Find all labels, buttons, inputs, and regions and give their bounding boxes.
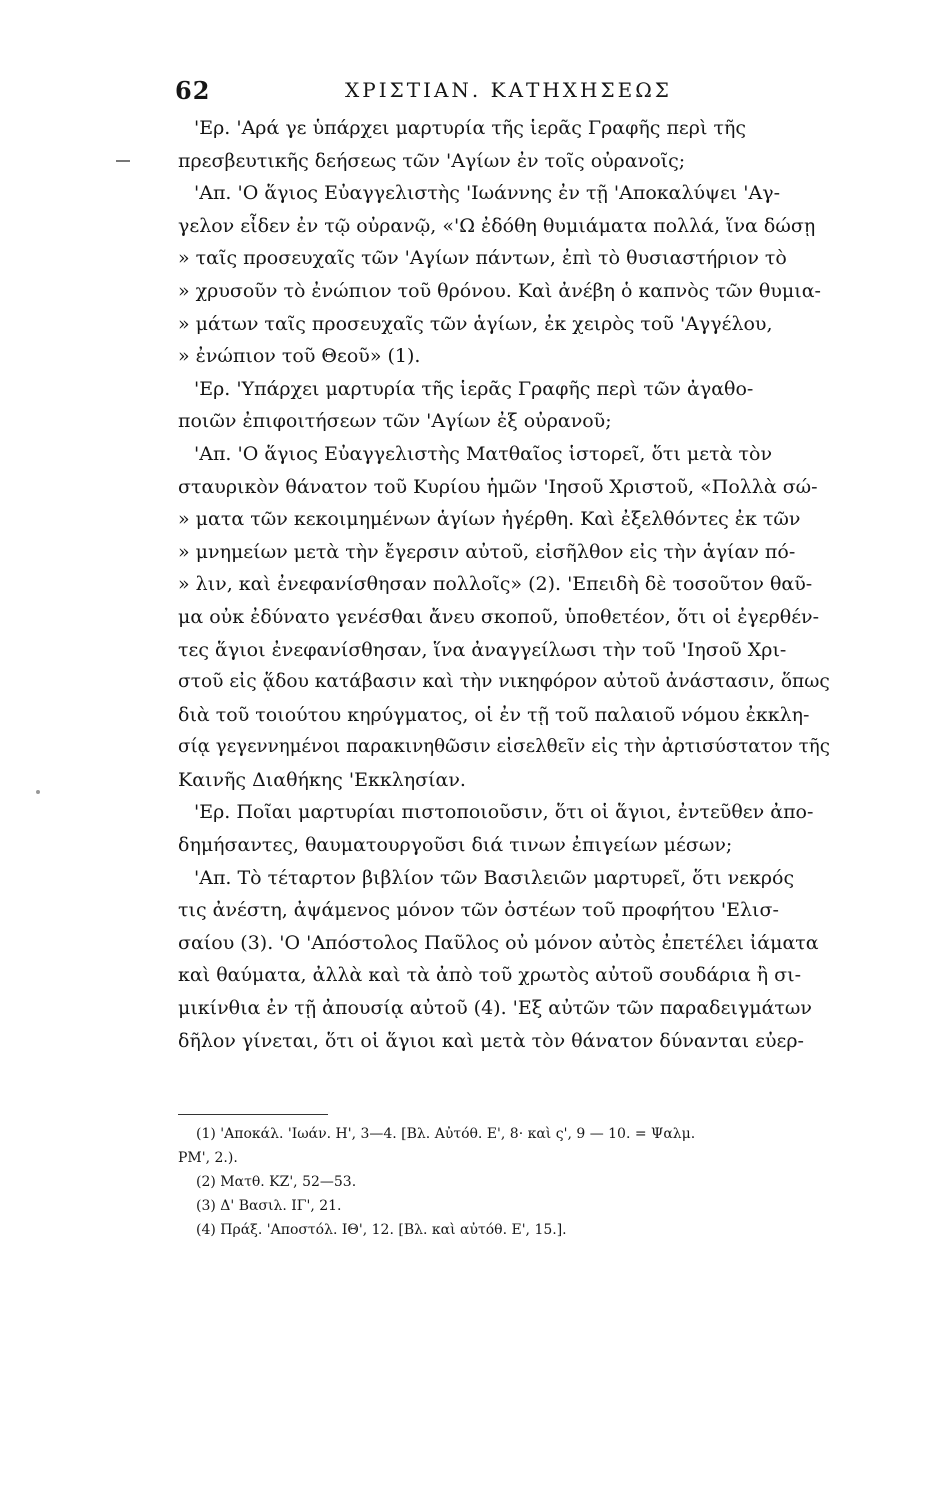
- body-text: [178, 112, 830, 1057]
- text-line: ποιῶν ἐπιφοιτήσεων τῶν 'Αγίων ἐξ οὐρανοῦ;: [178, 410, 612, 433]
- text-line: πρεσβευτικῆς δεήσεως τῶν 'Αγίων ἐν τοῖς οὐρανοῖς;: [178, 149, 686, 172]
- text-line: 'Ερ. 'Υπάρχει μαρτυρία τῆς ἱερᾶς Γραφῆς περὶ τῶν ἀγαθο-: [194, 377, 754, 400]
- text-line: σίᾳ γεγεννημένοι παρακινηθῶσιν εἰσελθεῖν εἰς τὴν ἀρτισύστατον τῆς: [178, 736, 830, 758]
- text-line: » μάτων ταῖς προσευχαῖς τῶν ἁγίων, ἐκ χειρὸς τοῦ 'Αγγέλου,: [178, 312, 773, 335]
- footnote: (3) Δ' Βασιλ. ΙΓ', 21.: [196, 1198, 342, 1214]
- footnote-rule: [178, 1114, 328, 1115]
- text-line: σταυρικὸν θάνατον τοῦ Κυρίου ἡμῶν 'Ιησοῦ Χριστοῦ, «Πολλὰ σώ-: [178, 475, 818, 498]
- text-line: » ματα τῶν κεκοιμημένων ἁγίων ἠγέρθη. Καὶ ἐξελθόντες ἐκ τῶν: [178, 508, 801, 531]
- text-line: γελον εἶδεν ἐν τῷ οὐρανῷ, «'Ω ἐδόθη θυμιάματα πολλά, ἵνα δώσῃ: [178, 214, 816, 237]
- text-line: » χρυσοῦν τὸ ἐνώπιον τοῦ θρόνου. Καὶ ἀνέβη ὁ καπνὸς τῶν θυμια-: [178, 279, 821, 302]
- text-line: » μνημείων μετὰ τὴν ἔγερσιν αὐτοῦ, εἰσῆλθον εἰς τὴν ἁγίαν πό-: [178, 540, 796, 563]
- text-line: » ταῖς προσευχαῖς τῶν 'Αγίων πάντων, ἐπὶ τὸ θυσιαστήριον τὸ: [178, 247, 787, 270]
- text-line: τις ἀνέστη, ἀψάμενος μόνον τῶν ὀστέων τοῦ προφήτου 'Ελισ-: [178, 899, 779, 922]
- footnotes: [178, 1122, 836, 1242]
- text-line: μικίνθια ἐν τῇ ἀπουσίᾳ αὐτοῦ (4). 'Εξ αὐτῶν τῶν παραδειγμάτων: [178, 997, 812, 1020]
- text-line: 'Απ. 'Ο ἅγιος Εὐαγγελιστὴς Ματθαῖος ἱστορεῖ, ὅτι μετὰ τὸν: [194, 442, 773, 465]
- text-line: μα οὐκ ἐδύνατο γενέσθαι ἄνευ σκοποῦ, ὑποθετέον, ὅτι οἱ ἐγερθέν-: [178, 605, 820, 628]
- margin-mark: [116, 160, 130, 162]
- text-line: Καινῆς Διαθήκης 'Εκκλησίαν.: [178, 768, 466, 791]
- text-line: » ἐνώπιον τοῦ Θεοῦ» (1).: [178, 345, 421, 368]
- text-line: διὰ τοῦ τοιούτου κηρύγματος, οἱ ἐν τῇ τοῦ παλαιοῦ νόμου ἐκκλη-: [178, 703, 810, 726]
- text-line: 'Απ. 'Ο ἅγιος Εὐαγγελιστὴς 'Ιωάννης ἐν τῇ 'Αποκαλύψει 'Αγ-: [194, 182, 781, 205]
- text-line: δῆλον γίνεται, ὅτι οἱ ἅγιοι καὶ μετὰ τὸν θάνατον δύνανται εὐερ-: [178, 1029, 804, 1052]
- page-header: [175, 72, 835, 106]
- text-line: 'Ερ. Ποῖαι μαρτυρίαι πιστοποιοῦσιν, ὅτι οἱ ἅγιοι, ἐντεῦθεν ἀπο-: [194, 801, 814, 824]
- footnote: (4) Πράξ. 'Αποστόλ. ΙΘ', 12. [Βλ. καὶ αὐτόθ. Ε', 15.].: [196, 1222, 567, 1238]
- page-number: 62: [175, 76, 211, 105]
- footnote-continuation: ΡΜ', 2.).: [178, 1150, 238, 1166]
- text-line: 'Ερ. 'Αρά γε ὑπάρχει μαρτυρία τῆς ἱερᾶς Γραφῆς περὶ τῆς: [194, 117, 746, 139]
- footnote: (1) 'Αποκάλ. 'Ιωάν. Η', 3—4. [Βλ. Αὐτόθ. Ε', 8· καὶ ς', 9 — 10. = Ψαλμ.: [196, 1126, 696, 1142]
- text-line: σαίου (3). 'Ο 'Απόστολος Παῦλος οὐ μόνον αὐτὸς ἐπετέλει ἰάματα: [178, 931, 819, 954]
- text-line: 'Απ. Τὸ τέταρτον βιβλίον τῶν Βασιλειῶν μαρτυρεῖ, ὅτι νεκρός: [194, 866, 795, 889]
- text-line: στοῦ εἰς ᾅδου κατάβασιν καὶ τὴν νικηφόρον αὐτοῦ ἀνάστασιν, ὅπως: [178, 671, 830, 693]
- text-line: » λιν, καὶ ἐνεφανίσθησαν πολλοῖς» (2). 'Επειδὴ δὲ τοσοῦτον θαῦ-: [178, 573, 813, 596]
- running-title: ΧΡΙΣΤΙΑΝ. ΚΑΤΗΧΗΣΕΩΣ: [345, 78, 672, 102]
- text-line: δημήσαντες, θαυματουργοῦσι διά τινων ἐπιγείων μέσων;: [178, 834, 733, 857]
- text-line: τες ἅγιοι ἐνεφανίσθησαν, ἵνα ἀναγγείλωσι τὴν τοῦ 'Ιησοῦ Χρι-: [178, 638, 787, 661]
- scan-speck: [36, 790, 40, 794]
- text-line: καὶ θαύματα, ἀλλὰ καὶ τὰ ἀπὸ τοῦ χρωτὸς αὐτοῦ σουδάρια ἢ σι-: [178, 964, 802, 987]
- footnote: (2) Ματθ. ΚΖ', 52—53.: [196, 1174, 357, 1190]
